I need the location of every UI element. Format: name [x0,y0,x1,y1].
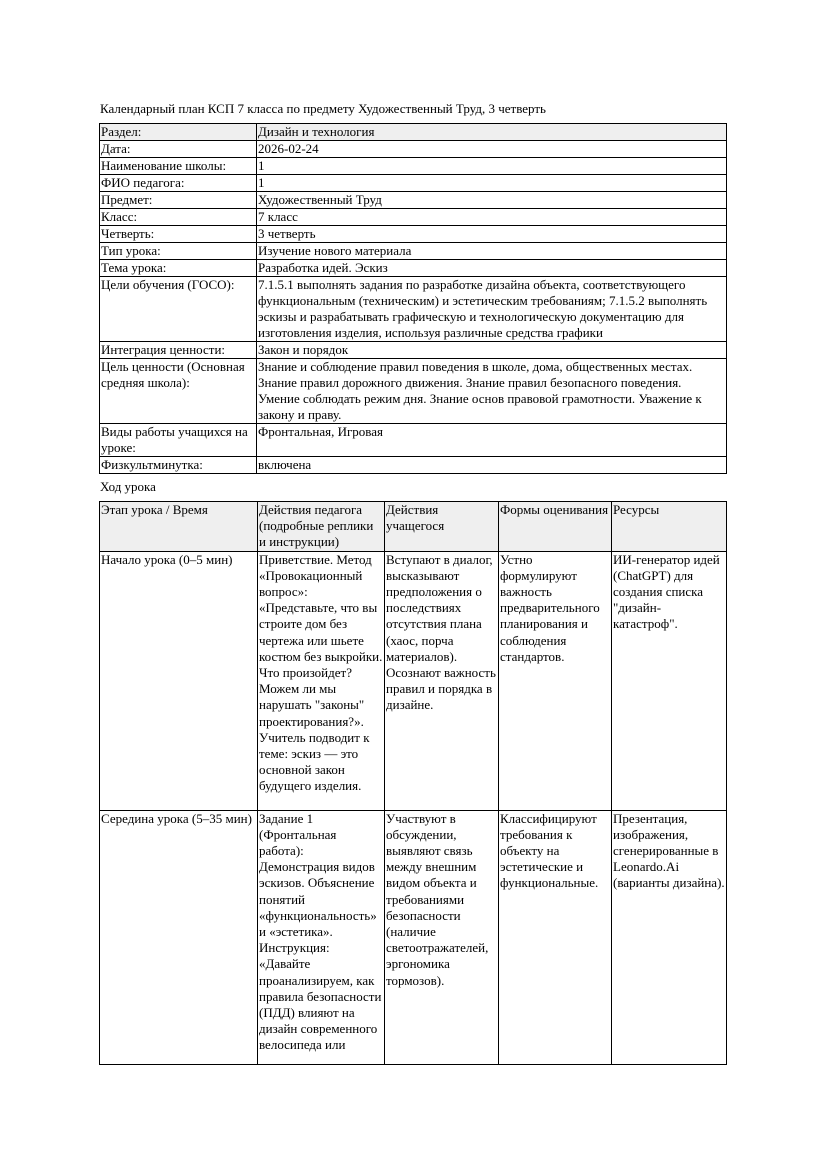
info-value: Знание и соблюдение правил поведения в школе, дома, общественных местах. Знание правил дорожного движения. Знание правил безопасного поведения. Умение соблюдать режим дня. Знание основ правовой грамотности. Уважение к закону и праву. [257,359,727,424]
info-row-topic [100,260,727,277]
info-label: Четверть: [100,226,257,243]
table-row [100,551,727,810]
teacher-actions-cell: Задание 1 (Фронтальная работа): Демонстрация видов эскизов. Объяснение понятий «функциональность» и «эстетика». Инструкция: «Давайте проанализируем, как правила безопасности (ПДД) влияют на дизайн современного велосипеда или [258,810,385,1064]
lesson-progress-heading: Ход урока [100,479,156,494]
stage-cell: Начало урока (0–5 мин) [100,551,258,810]
lesson-info-table [99,123,727,474]
table-header-row [100,502,727,552]
info-value: Художественный Труд [257,192,727,209]
info-row-subject [100,192,727,209]
student-actions-cell: Участвуют в обсуждении, выявляют связь между внешним видом объекта и требованиями безопасности (наличие светоотражателей, эргономика тормозов). [385,810,499,1064]
info-row-lesson-type [100,243,727,260]
info-label: Цель ценности (Основная средняя школа): [100,359,257,424]
info-value: 7 класс [257,209,727,226]
info-row-date [100,141,727,158]
teacher-actions-cell: Приветствие. Метод «Провокационный вопрос»: «Представьте, что вы строите дом без чертежа или шьете костюм без выкройки. Что произойдет? Можем ли мы нарушать "законы" проектирования?». Учитель подводит к теме: эскиз — это основной закон будущего изделия. [258,551,385,810]
page-title: Календарный план КСП 7 класса по предмету Художественный Труд, 3 четверть [100,101,546,116]
resources-cell: ИИ-генератор идей (ChatGPT) для создания списка "дизайн-катастроф". [612,551,727,810]
info-value: Дизайн и технология [257,124,727,141]
info-label: Класс: [100,209,257,226]
info-label: Интеграция ценности: [100,342,257,359]
info-value: Фронтальная, Игровая [257,424,727,457]
info-row-school [100,158,727,175]
resources-cell: Презентация, изображения, сгенерированные в Leonardo.Ai (варианты дизайна). [612,810,727,1064]
info-label: Предмет: [100,192,257,209]
info-label: ФИО педагога: [100,175,257,192]
column-header: Действия учащегося [385,502,499,552]
assessment-cell: Устно формулируют важность предварительного планирования и соблюдения стандартов. [499,551,612,810]
info-value: Закон и порядок [257,342,727,359]
student-actions-cell: Вступают в диалог, высказывают предположения о последствиях отсутствия плана (хаос, порча материалов). Осознают важность правил и порядка в дизайне. [385,551,499,810]
info-value: 3 четверть [257,226,727,243]
info-label: Тип урока: [100,243,257,260]
info-value: включена [257,457,727,474]
lesson-progress-table [99,501,727,1065]
info-value: Изучение нового материала [257,243,727,260]
table-row [100,810,727,1064]
info-row-work-types [100,424,727,457]
column-header: Этап урока / Время [100,502,258,552]
info-label: Дата: [100,141,257,158]
column-header: Формы оценивания [499,502,612,552]
info-label: Раздел: [100,124,257,141]
info-row-teacher [100,175,727,192]
info-row-grade [100,209,727,226]
info-label: Виды работы учащихся на уроке: [100,424,257,457]
column-header: Ресурсы [612,502,727,552]
info-value: 2026-02-24 [257,141,727,158]
info-row-learning-goals [100,277,727,342]
info-label: Цели обучения (ГОСО): [100,277,257,342]
info-row-value-goal [100,359,727,424]
info-row-exercise-break [100,457,727,474]
info-value: 1 [257,175,727,192]
info-row-section [100,124,727,141]
info-label: Тема урока: [100,260,257,277]
info-row-quarter [100,226,727,243]
info-label: Наименование школы: [100,158,257,175]
info-label: Физкультминутка: [100,457,257,474]
info-value: Разработка идей. Эскиз [257,260,727,277]
info-row-value-integration [100,342,727,359]
stage-cell: Середина урока (5–35 мин) [100,810,258,1064]
column-header: Действия педагога (подробные реплики и инструкции) [258,502,385,552]
info-value: 1 [257,158,727,175]
assessment-cell: Классифицируют требования к объекту на эстетические и функциональные. [499,810,612,1064]
info-value: 7.1.5.1 выполнять задания по разработке дизайна объекта, соответствующего функциональным (техническим) и эстетическим требованиям; 7.1.5.2 выполнять эскизы и разрабатывать графическую и технологическую документацию для изготовления изделия, используя различные средства графики [257,277,727,342]
